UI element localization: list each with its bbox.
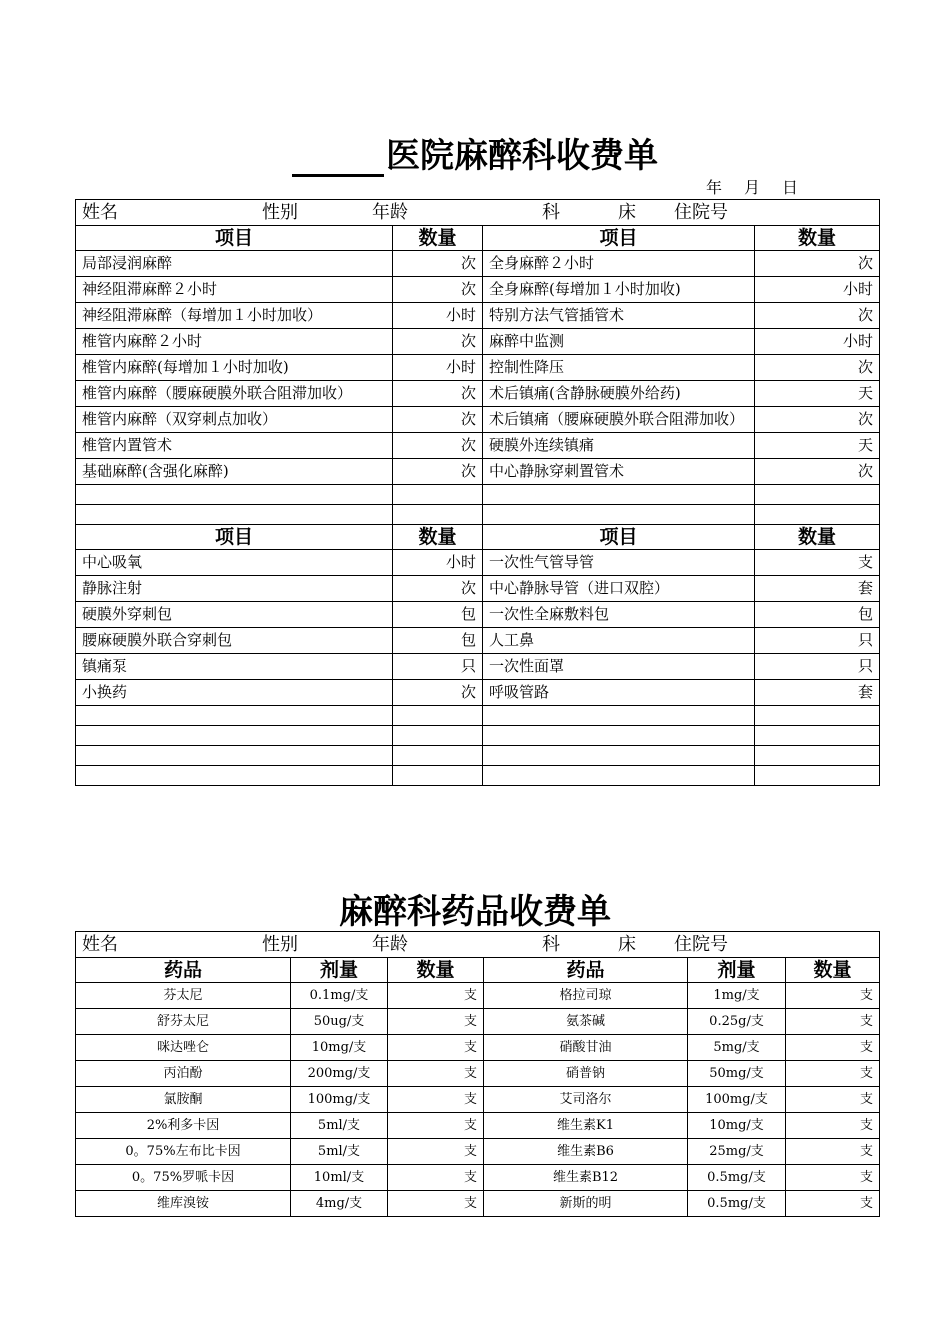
drug-name: 0。75%罗哌卡因 xyxy=(76,1165,291,1191)
drug-unit: 支 xyxy=(388,1061,484,1087)
drug-dose: 100mg/支 xyxy=(291,1087,388,1113)
name-label: 姓名 xyxy=(82,202,118,223)
drug-name: 2%利多卡因 xyxy=(76,1113,291,1139)
drug-unit: 支 xyxy=(786,1035,880,1061)
item-unit: 次 xyxy=(393,459,483,485)
drug-dose: 10mg/支 xyxy=(291,1035,388,1061)
drug-unit: 支 xyxy=(786,1113,880,1139)
table-row xyxy=(76,1035,880,1061)
item-name: 中心吸氧 xyxy=(76,550,393,576)
drug-name: 艾司洛尔 xyxy=(484,1087,688,1113)
drug-name: 氯胺酮 xyxy=(76,1087,291,1113)
item-unit: 次 xyxy=(393,433,483,459)
drug-name: 维生素B6 xyxy=(484,1139,688,1165)
table-row xyxy=(76,355,880,381)
gender-label: 性别 xyxy=(262,202,298,223)
item-name: 一次性全麻敷料包 xyxy=(483,602,755,628)
drug-dose: 50ug/支 xyxy=(291,1009,388,1035)
hospital-name-blank[interactable] xyxy=(292,140,384,177)
table-row xyxy=(76,1061,880,1087)
table-row xyxy=(76,277,880,303)
item-name: 人工鼻 xyxy=(483,628,755,654)
item-unit: 小时 xyxy=(393,550,483,576)
item-name: 中心静脉穿刺置管术 xyxy=(483,459,755,485)
drug-dose: 0.5mg/支 xyxy=(688,1165,786,1191)
header-dose: 剂量 xyxy=(291,958,388,983)
table-row xyxy=(76,550,880,576)
age-label: 年龄 xyxy=(372,934,408,955)
item-name: 特别方法气管插管术 xyxy=(483,303,755,329)
item-unit: 小时 xyxy=(393,303,483,329)
item-unit: 次 xyxy=(755,407,880,433)
item-unit: 次 xyxy=(755,303,880,329)
item-unit: 次 xyxy=(393,251,483,277)
item-unit: 次 xyxy=(755,355,880,381)
header-drug: 药品 xyxy=(484,958,688,983)
patient-info-row xyxy=(76,200,880,226)
item-name: 控制性降压 xyxy=(483,355,755,381)
table-row xyxy=(76,251,880,277)
item-unit: 套 xyxy=(755,576,880,602)
table-row xyxy=(76,576,880,602)
item-name: 呼吸管路 xyxy=(483,680,755,706)
dept-label: 科 xyxy=(542,934,560,955)
drug-name: 硝酸甘油 xyxy=(484,1035,688,1061)
empty-row xyxy=(76,766,880,786)
drug-dose: 10ml/支 xyxy=(291,1165,388,1191)
item-unit: 套 xyxy=(755,680,880,706)
table-row xyxy=(76,680,880,706)
drug-dose: 0.25g/支 xyxy=(688,1009,786,1035)
table-row xyxy=(76,1087,880,1113)
drug-name: 格拉司琼 xyxy=(484,983,688,1009)
drug-dose: 1mg/支 xyxy=(688,983,786,1009)
item-name: 一次性气管导管 xyxy=(483,550,755,576)
item-name: 术后镇痛(含静脉硬膜外给药) xyxy=(483,381,755,407)
item-unit: 包 xyxy=(393,628,483,654)
drug-name: 硝普钠 xyxy=(484,1061,688,1087)
table-row xyxy=(76,1113,880,1139)
empty-row xyxy=(76,746,880,766)
empty-row xyxy=(76,706,880,726)
admission-number-label: 住院号 xyxy=(674,202,728,223)
item-unit: 天 xyxy=(755,381,880,407)
table-row xyxy=(76,407,880,433)
item-name: 局部浸润麻醉 xyxy=(76,251,393,277)
empty-row xyxy=(76,726,880,746)
drug-unit: 支 xyxy=(388,1165,484,1191)
table-header-row xyxy=(76,525,880,550)
item-name: 麻醉中监测 xyxy=(483,329,755,355)
drug-name: 芬太尼 xyxy=(76,983,291,1009)
item-name: 镇痛泵 xyxy=(76,654,393,680)
item-name: 椎管内麻醉２小时 xyxy=(76,329,393,355)
item-unit: 小时 xyxy=(755,277,880,303)
drug-dose: 4mg/支 xyxy=(291,1191,388,1217)
date-line xyxy=(706,175,820,198)
date-day: 日 xyxy=(782,178,799,197)
table-row xyxy=(76,381,880,407)
patient-info-row xyxy=(76,932,880,958)
drug-dose: 5mg/支 xyxy=(688,1035,786,1061)
table-row xyxy=(76,983,880,1009)
drug-name: 丙泊酚 xyxy=(76,1061,291,1087)
item-unit: 只 xyxy=(393,654,483,680)
anesthesia-fee-table xyxy=(75,199,880,786)
drug-dose: 5ml/支 xyxy=(291,1139,388,1165)
drug-dose: 100mg/支 xyxy=(688,1087,786,1113)
item-unit: 只 xyxy=(755,628,880,654)
date-month: 月 xyxy=(744,178,761,197)
item-name: 静脉注射 xyxy=(76,576,393,602)
table-header-row xyxy=(76,226,880,251)
item-name: 基础麻醉(含强化麻醉) xyxy=(76,459,393,485)
age-label: 年龄 xyxy=(372,202,408,223)
drug-dose: 200mg/支 xyxy=(291,1061,388,1087)
header-qty: 数量 xyxy=(393,525,483,550)
item-unit: 只 xyxy=(755,654,880,680)
empty-row xyxy=(76,485,880,505)
item-unit: 次 xyxy=(393,381,483,407)
bed-label: 床 xyxy=(618,202,636,223)
item-unit: 小时 xyxy=(755,329,880,355)
table-row xyxy=(76,459,880,485)
header-qty: 数量 xyxy=(755,525,880,550)
item-name: 小换药 xyxy=(76,680,393,706)
drug-unit: 支 xyxy=(388,1087,484,1113)
item-unit: 包 xyxy=(393,602,483,628)
table-row xyxy=(76,1191,880,1217)
document-title xyxy=(0,128,950,177)
drug-unit: 支 xyxy=(786,1191,880,1217)
item-name: 椎管内麻醉（腰麻硬膜外联合阻滞加收） xyxy=(76,381,393,407)
drug-dose: 10mg/支 xyxy=(688,1113,786,1139)
drug-unit: 支 xyxy=(388,1191,484,1217)
header-qty: 数量 xyxy=(393,226,483,251)
item-name: 椎管内置管术 xyxy=(76,433,393,459)
item-unit: 小时 xyxy=(393,355,483,381)
drug-dose: 5ml/支 xyxy=(291,1113,388,1139)
drug-fee-title: 麻醉科药品收费单 xyxy=(339,892,611,932)
drug-unit: 支 xyxy=(388,983,484,1009)
drug-name: 舒芬太尼 xyxy=(76,1009,291,1035)
drug-fee-table xyxy=(75,931,880,1217)
header-dose: 剂量 xyxy=(688,958,786,983)
item-unit: 次 xyxy=(393,407,483,433)
drug-name: 维生素B12 xyxy=(484,1165,688,1191)
item-unit: 天 xyxy=(755,433,880,459)
date-year: 年 xyxy=(706,178,723,197)
admission-number-label: 住院号 xyxy=(674,934,728,955)
header-qty: 数量 xyxy=(388,958,484,983)
header-item: 项目 xyxy=(483,525,755,550)
drug-unit: 支 xyxy=(388,1113,484,1139)
name-label: 姓名 xyxy=(82,934,118,955)
drug-dose: 50mg/支 xyxy=(688,1061,786,1087)
table-row xyxy=(76,303,880,329)
bed-label: 床 xyxy=(618,934,636,955)
drug-name: 氨茶碱 xyxy=(484,1009,688,1035)
item-name: 椎管内麻醉（双穿刺点加收） xyxy=(76,407,393,433)
item-name: 腰麻硬膜外联合穿刺包 xyxy=(76,628,393,654)
item-unit: 次 xyxy=(755,459,880,485)
table-row xyxy=(76,602,880,628)
header-drug: 药品 xyxy=(76,958,291,983)
item-name: 中心静脉导管（进口双腔） xyxy=(483,576,755,602)
document-title-text: 医院麻醉科收费单 xyxy=(386,136,658,176)
empty-row xyxy=(76,505,880,525)
item-unit: 包 xyxy=(755,602,880,628)
item-name: 全身麻醉(每增加１小时加收) xyxy=(483,277,755,303)
drug-unit: 支 xyxy=(786,1139,880,1165)
item-name: 硬膜外连续镇痛 xyxy=(483,433,755,459)
drug-name: 维库溴铵 xyxy=(76,1191,291,1217)
item-name: 全身麻醉２小时 xyxy=(483,251,755,277)
drug-unit: 支 xyxy=(786,1165,880,1191)
item-name: 神经阻滞麻醉２小时 xyxy=(76,277,393,303)
item-unit: 次 xyxy=(755,251,880,277)
drug-name: 0。75%左布比卡因 xyxy=(76,1139,291,1165)
table-row xyxy=(76,1009,880,1035)
table-row xyxy=(76,433,880,459)
header-item: 项目 xyxy=(76,525,393,550)
dept-label: 科 xyxy=(542,202,560,223)
table-row xyxy=(76,654,880,680)
drug-unit: 支 xyxy=(786,1009,880,1035)
item-unit: 次 xyxy=(393,576,483,602)
item-name: 硬膜外穿刺包 xyxy=(76,602,393,628)
item-unit: 支 xyxy=(755,550,880,576)
drug-name: 新斯的明 xyxy=(484,1191,688,1217)
drug-unit: 支 xyxy=(786,1061,880,1087)
drug-dose: 25mg/支 xyxy=(688,1139,786,1165)
item-name: 术后镇痛（腰麻硬膜外联合阻滞加收） xyxy=(483,407,755,433)
table-row xyxy=(76,329,880,355)
drug-unit: 支 xyxy=(388,1009,484,1035)
item-name: 椎管内麻醉(每增加１小时加收) xyxy=(76,355,393,381)
header-item: 项目 xyxy=(76,226,393,251)
item-name: 一次性面罩 xyxy=(483,654,755,680)
header-qty: 数量 xyxy=(755,226,880,251)
item-unit: 次 xyxy=(393,680,483,706)
table-row xyxy=(76,628,880,654)
drug-unit: 支 xyxy=(786,983,880,1009)
drug-dose: 0.1mg/支 xyxy=(291,983,388,1009)
header-item: 项目 xyxy=(483,226,755,251)
drug-unit: 支 xyxy=(388,1139,484,1165)
header-qty: 数量 xyxy=(786,958,880,983)
table-row xyxy=(76,1139,880,1165)
drug-name: 维生素K1 xyxy=(484,1113,688,1139)
item-unit: 次 xyxy=(393,329,483,355)
item-unit: 次 xyxy=(393,277,483,303)
drug-name: 咪达唑仑 xyxy=(76,1035,291,1061)
gender-label: 性别 xyxy=(262,934,298,955)
item-name: 神经阻滞麻醉（每增加１小时加收） xyxy=(76,303,393,329)
drug-unit: 支 xyxy=(388,1035,484,1061)
drug-unit: 支 xyxy=(786,1087,880,1113)
table-row xyxy=(76,1165,880,1191)
drug-dose: 0.5mg/支 xyxy=(688,1191,786,1217)
table-header-row xyxy=(76,958,880,983)
